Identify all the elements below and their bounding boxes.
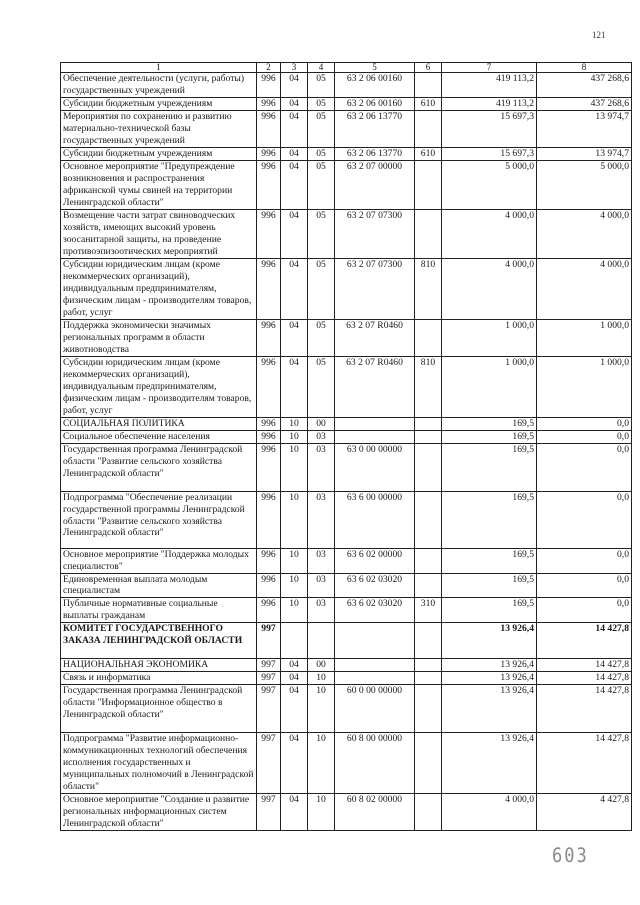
row-expense-type: 810 [415,356,442,417]
row-target-article: 63 2 07 07300 [335,258,415,319]
row-subsection-code: 03 [308,491,335,548]
row-amount-year1: 13 926,4 [442,672,537,685]
row-section-code: 10 [281,598,308,623]
row-amount-year2: 4 000,0 [537,209,632,258]
row-subsection-code: 10 [308,794,335,831]
row-target-article: 63 6 02 00000 [335,548,415,573]
row-amount-year2: 0,0 [537,417,632,430]
row-description: Государственная программа Ленинградской области "Развитие сельского хозяйства Ленинградской области" [61,443,257,491]
table-row [61,160,632,209]
row-ministry-code: 996 [257,548,281,573]
table-row [61,73,632,98]
row-amount-year1: 4 000,0 [442,258,537,319]
row-description: Мероприятия по сохранению и развитию материально-технической базы государственных учреждений [61,110,257,147]
row-description: Субсидии бюджетным учреждениям [61,147,257,160]
table-row [61,430,632,443]
row-target-article: 63 2 06 13770 [335,147,415,160]
row-target-article: 63 6 02 03020 [335,598,415,623]
row-ministry-code: 996 [257,491,281,548]
column-header: 1 [61,63,257,73]
page-stamp: 603 [552,844,589,868]
row-expense-type [415,659,442,672]
row-ministry-code: 996 [257,209,281,258]
row-description: Поддержка экономически значимых региональных программ в области животноводства [61,319,257,356]
table-row [61,623,632,659]
row-expense-type [415,73,442,98]
row-amount-year2: 1 000,0 [537,319,632,356]
row-section-code: 04 [281,672,308,685]
row-description: Публичные нормативные социальные выплаты гражданам [61,598,257,623]
row-amount-year2: 0,0 [537,443,632,491]
column-header: 7 [442,63,537,73]
row-amount-year2: 13 974,7 [537,110,632,147]
column-header: 8 [537,63,632,73]
row-subsection-code [308,623,335,659]
row-ministry-code: 997 [257,672,281,685]
row-expense-type [415,209,442,258]
row-subsection-code: 00 [308,417,335,430]
table-row [61,659,632,672]
row-expense-type [415,573,442,598]
row-target-article: 63 2 07 R0460 [335,319,415,356]
row-ministry-code: 996 [257,356,281,417]
row-ministry-code: 996 [257,443,281,491]
row-target-article: 63 6 00 00000 [335,491,415,548]
row-section-code: 10 [281,548,308,573]
table-row [61,110,632,147]
row-description: Субсидии бюджетным учреждениям [61,97,257,110]
row-ministry-code: 996 [257,73,281,98]
row-section-code: 04 [281,685,308,733]
row-ministry-code: 996 [257,598,281,623]
row-amount-year1: 1 000,0 [442,319,537,356]
row-ministry-code: 997 [257,623,281,659]
row-target-article [335,430,415,443]
row-subsection-code: 05 [308,147,335,160]
row-amount-year1: 15 697,3 [442,110,537,147]
row-expense-type [415,491,442,548]
column-header: 4 [308,63,335,73]
table-row [61,548,632,573]
row-subsection-code: 05 [308,110,335,147]
row-amount-year2: 14 427,8 [537,672,632,685]
row-section-code: 10 [281,417,308,430]
row-target-article: 63 2 07 00000 [335,160,415,209]
row-section-code: 04 [281,147,308,160]
row-target-article: 60 8 02 00000 [335,794,415,831]
row-amount-year1: 169,5 [442,430,537,443]
budget-table [60,62,632,831]
row-ministry-code: 997 [257,685,281,733]
row-amount-year2: 4 427,8 [537,794,632,831]
row-description: Основное мероприятие "Поддержка молодых специалистов" [61,548,257,573]
row-section-code: 04 [281,319,308,356]
row-target-article: 63 0 00 00000 [335,443,415,491]
row-section-code: 04 [281,97,308,110]
row-target-article: 63 2 06 00160 [335,73,415,98]
table-header-row [61,63,632,73]
row-expense-type [415,685,442,733]
row-ministry-code: 996 [257,319,281,356]
row-expense-type [415,430,442,443]
row-subsection-code: 05 [308,356,335,417]
row-section-code: 10 [281,491,308,548]
row-description: Субсидии юридическим лицам (кроме некоммерческих организаций), индивидуальным предпринимателям, физическим лицам - производителям товаров, работ, услуг [61,356,257,417]
row-ministry-code: 996 [257,258,281,319]
table-row [61,491,632,548]
row-subsection-code: 10 [308,685,335,733]
row-subsection-code: 03 [308,443,335,491]
row-section-code: 10 [281,573,308,598]
row-ministry-code: 996 [257,110,281,147]
row-description: Обеспечение деятельности (услуги, работы) государственных учреждений [61,73,257,98]
row-amount-year2: 0,0 [537,430,632,443]
row-amount-year1: 5 000,0 [442,160,537,209]
row-section-code [281,623,308,659]
row-description: КОМИТЕТ ГОСУДАРСТВЕННОГО ЗАКАЗА ЛЕНИНГРАДСКОЙ ОБЛАСТИ [61,623,257,659]
row-section-code: 10 [281,430,308,443]
column-header: 3 [281,63,308,73]
row-target-article [335,672,415,685]
row-expense-type [415,319,442,356]
row-subsection-code: 03 [308,573,335,598]
table-row [61,598,632,623]
row-description: Основное мероприятие "Предупреждение возникновения и распространения африканской чумы свиней на территории Ленинградской области" [61,160,257,209]
row-subsection-code: 10 [308,672,335,685]
row-target-article: 63 2 07 R0460 [335,356,415,417]
row-target-article: 60 8 00 00000 [335,733,415,794]
row-subsection-code: 00 [308,659,335,672]
row-target-article: 63 2 07 07300 [335,209,415,258]
row-target-article: 60 0 00 00000 [335,685,415,733]
row-section-code: 10 [281,443,308,491]
row-expense-type [415,160,442,209]
row-amount-year1: 419 113,2 [442,73,537,98]
row-expense-type [415,417,442,430]
row-subsection-code: 10 [308,733,335,794]
row-ministry-code: 996 [257,147,281,160]
row-section-code: 04 [281,733,308,794]
row-amount-year2: 14 427,8 [537,623,632,659]
row-amount-year1: 15 697,3 [442,147,537,160]
row-amount-year2: 0,0 [537,573,632,598]
table-row [61,356,632,417]
row-description: НАЦИОНАЛЬНАЯ ЭКОНОМИКА [61,659,257,672]
table-row [61,319,632,356]
row-amount-year1: 419 113,2 [442,97,537,110]
row-subsection-code: 05 [308,209,335,258]
table-row [61,573,632,598]
row-description: Государственная программа Ленинградской области "Информационное общество в Ленинградской области" [61,685,257,733]
row-amount-year2: 14 427,8 [537,733,632,794]
row-amount-year2: 0,0 [537,598,632,623]
row-subsection-code: 05 [308,97,335,110]
table-row [61,443,632,491]
row-section-code: 04 [281,356,308,417]
table-row [61,672,632,685]
row-subsection-code: 05 [308,160,335,209]
table-row [61,685,632,733]
row-section-code: 04 [281,794,308,831]
row-subsection-code: 05 [308,319,335,356]
row-target-article: 63 6 02 03020 [335,573,415,598]
row-amount-year1: 169,5 [442,598,537,623]
row-ministry-code: 996 [257,573,281,598]
row-ministry-code: 996 [257,97,281,110]
row-subsection-code: 03 [308,430,335,443]
row-amount-year2: 14 427,8 [537,659,632,672]
row-target-article [335,417,415,430]
row-expense-type [415,672,442,685]
row-ministry-code: 996 [257,417,281,430]
table-row [61,97,632,110]
table-row [61,209,632,258]
row-expense-type: 810 [415,258,442,319]
column-header: 2 [257,63,281,73]
row-ministry-code: 997 [257,794,281,831]
row-amount-year1: 13 926,4 [442,659,537,672]
row-target-article [335,659,415,672]
row-section-code: 04 [281,209,308,258]
row-expense-type [415,733,442,794]
row-amount-year2: 0,0 [537,491,632,548]
row-section-code: 04 [281,110,308,147]
row-amount-year2: 1 000,0 [537,356,632,417]
row-target-article: 63 2 06 00160 [335,97,415,110]
row-amount-year1: 13 926,4 [442,623,537,659]
row-amount-year1: 13 926,4 [442,733,537,794]
row-description: Основное мероприятие "Создание и развитие региональных информационных систем Ленинградской области" [61,794,257,831]
row-amount-year2: 437 268,6 [537,97,632,110]
row-amount-year2: 437 268,6 [537,73,632,98]
row-amount-year1: 169,5 [442,573,537,598]
row-description: Единовременная выплата молодым специалистам [61,573,257,598]
row-amount-year2: 4 000,0 [537,258,632,319]
row-description: Социальное обеспечение населения [61,430,257,443]
row-section-code: 04 [281,258,308,319]
row-amount-year1: 1 000,0 [442,356,537,417]
row-ministry-code: 997 [257,659,281,672]
row-amount-year1: 169,5 [442,491,537,548]
page-number: 121 [592,30,606,40]
row-amount-year2: 14 427,8 [537,685,632,733]
row-description: Подпрограмма "Обеспечение реализации государственной программы Ленинградской области "Развитие сельского хозяйства Ленинградской области" [61,491,257,548]
row-expense-type: 610 [415,147,442,160]
row-description: Связь и информатика [61,672,257,685]
row-amount-year1: 169,5 [442,417,537,430]
row-ministry-code: 996 [257,430,281,443]
table-body [61,73,632,831]
row-section-code: 04 [281,73,308,98]
row-subsection-code: 05 [308,258,335,319]
row-amount-year1: 169,5 [442,548,537,573]
row-target-article: 63 2 06 13770 [335,110,415,147]
column-header: 6 [415,63,442,73]
row-amount-year1: 13 926,4 [442,685,537,733]
row-amount-year1: 4 000,0 [442,794,537,831]
row-description: СОЦИАЛЬНАЯ ПОЛИТИКА [61,417,257,430]
row-expense-type [415,794,442,831]
row-amount-year1: 4 000,0 [442,209,537,258]
row-amount-year2: 13 974,7 [537,147,632,160]
table-row [61,147,632,160]
row-target-article [335,623,415,659]
row-subsection-code: 03 [308,598,335,623]
row-ministry-code: 996 [257,160,281,209]
column-header: 5 [335,63,415,73]
row-expense-type [415,110,442,147]
table-row [61,733,632,794]
row-amount-year2: 0,0 [537,548,632,573]
row-expense-type [415,548,442,573]
row-description: Субсидии юридическим лицам (кроме некоммерческих организаций), индивидуальным предпринимателям, физическим лицам - производителям товаров, работ, услуг [61,258,257,319]
row-description: Возмещение части затрат свиноводческих хозяйств, имеющих высокий уровень зоосанитарной защиты, на проведение противоэпизоотических мероприятий [61,209,257,258]
table-row [61,258,632,319]
row-amount-year2: 5 000,0 [537,160,632,209]
row-expense-type [415,623,442,659]
row-expense-type: 310 [415,598,442,623]
row-ministry-code: 997 [257,733,281,794]
row-amount-year1: 169,5 [442,443,537,491]
row-description: Подпрограмма "Развитие информационно-коммуникационных технологий обеспечения исполнения государственных и муниципальных полномочий в Ленинградской области" [61,733,257,794]
table-row [61,417,632,430]
row-section-code: 04 [281,160,308,209]
row-subsection-code: 05 [308,73,335,98]
row-expense-type [415,443,442,491]
table-row [61,794,632,831]
row-expense-type: 610 [415,97,442,110]
row-subsection-code: 03 [308,548,335,573]
row-section-code: 04 [281,659,308,672]
